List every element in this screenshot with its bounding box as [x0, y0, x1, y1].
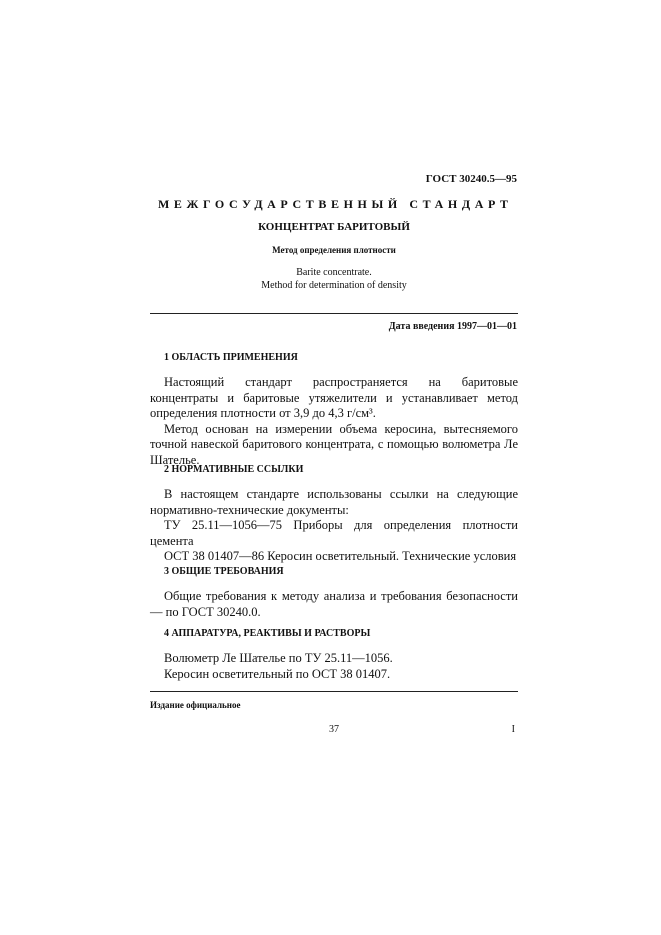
sheet-mark: I [511, 724, 515, 735]
section-3-body [150, 589, 518, 620]
page-number: 37 [329, 724, 339, 735]
section-4-heading: 4 АППАРАТУРА, РЕАКТИВЫ И РАСТВОРЫ [164, 628, 371, 639]
section-3-paragraph-1: Общие требования к методу анализа и требования безопасности — по ГОСТ 30240.0. [150, 589, 518, 619]
section-4-paragraph-2: Керосин осветительный по ОСТ 38 01407. [164, 666, 391, 681]
section-1-body [150, 375, 518, 468]
english-title-line-2: Method for determination of density [261, 280, 407, 291]
gost-code: ГОСТ 30240.5—95 [425, 173, 517, 185]
section-4-paragraph-1: Волюметр Ле Шателье по ТУ 25.11—1056. [164, 651, 393, 665]
section-1-heading: 1 ОБЛАСТЬ ПРИМЕНЕНИЯ [164, 352, 298, 363]
section-2-body [150, 487, 518, 565]
section-2-reference-2: ОСТ 38 01407—86 Керосин осветительный. Технические условия [164, 549, 517, 563]
section-3-heading: 3 ОБЩИЕ ТРЕБОВАНИЯ [164, 566, 284, 577]
section-4-body [150, 651, 518, 682]
document-subtitle: Метод определения плотности [272, 245, 396, 255]
interstate-standard-label: МЕЖГОСУДАРСТВЕННЫЙ СТАНДАРТ [158, 197, 513, 211]
section-1-paragraph-1: Настоящий стандарт распространяется на баритовые концентраты и баритовые утяжелители и устанавливает метод определения плотности от 3,9 до 4,3 г/см³. [150, 375, 518, 420]
document-title: КОНЦЕНТРАТ БАРИТОВЫЙ [258, 221, 410, 233]
effective-date: Дата введения 1997—01—01 [388, 321, 517, 332]
english-title-line-1: Barite concentrate. [296, 267, 372, 278]
official-edition-label: Издание официальное [150, 700, 241, 710]
header-divider [150, 313, 518, 314]
section-2-heading: 2 НОРМАТИВНЫЕ ССЫЛКИ [164, 464, 304, 475]
section-2-reference-1: ТУ 25.11—1056—75 Приборы для определения плотности цемента [150, 518, 518, 548]
section-1-paragraph-2: Метод основан на измерении объема керосина, вытесняемого точной навеской баритового концентрата, с помощью волюметра Ле Шателье. [150, 421, 518, 467]
english-title [150, 266, 518, 292]
section-2-paragraph-1: В настоящем стандарте использованы ссылки на следующие нормативно-технические документы: [150, 487, 518, 517]
footer-divider [150, 691, 518, 692]
